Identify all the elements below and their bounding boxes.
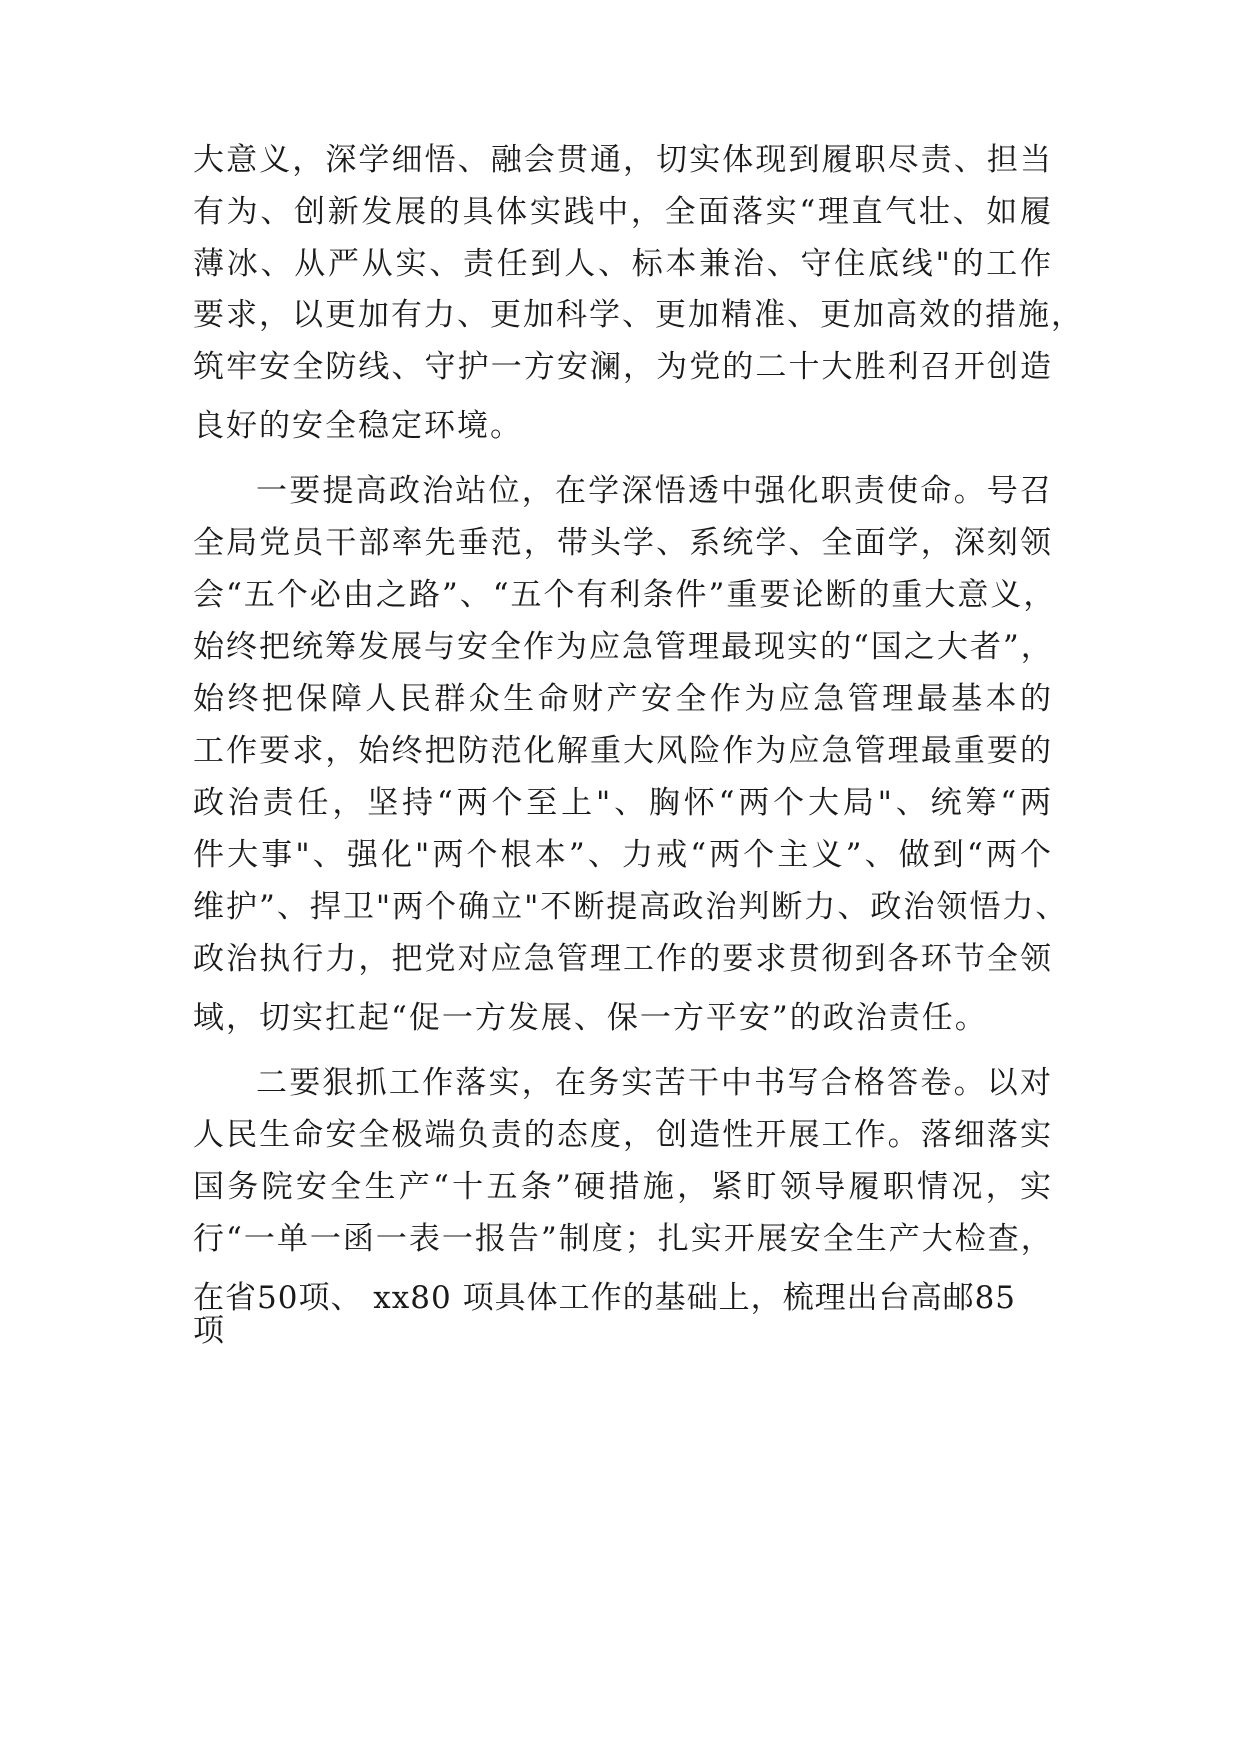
text-line: 域，切实扛起“促一方发展、保一方平安”的政治责任。 [193,1000,988,1036]
text-line: 始终把统筹发展与安全作为应急管理最现实的“国之大者”， [193,629,1054,665]
text-line: 始终把保障人民群众生命财产安全作为应急管理最基本的 [193,681,1053,717]
text-line: 维护”、捍卫"两个确立"不断提高政治判断力、政治领悟力、 [193,889,1069,925]
text-line: 有为、创新发展的具体实践中，全面落实“理直气壮、如履 [193,194,1053,230]
text-line: 行“一单一函一表一报告”制度；扎实开展安全生产大检查， [193,1221,1054,1257]
text-line: 会“五个必由之路”、“五个有利条件”重要论断的重大意义， [193,577,1057,613]
text-line: 工作要求，始终把防范化解重大风险作为应急管理最重要的 [193,733,1053,769]
text-line: 二要狠抓工作落实，在务实苦干中书写合格答卷。以对 [256,1065,1053,1101]
text-line: 大意义，深学细悟、融会贯通，切实体现到履职尽责、担当 [193,142,1053,178]
text-line: 政治执行力，把党对应急管理工作的要求贯彻到各环节全领 [193,941,1053,977]
text-line: 件大事"、强化"两个根本”、力戒“两个主义”、做到“两个 [193,837,1053,873]
text-line: 项 [193,1313,226,1349]
text-line: 在省50项、 xx80 项具体工作的基础上，梳理出台高邮85 [193,1280,1017,1316]
text-line: 政治责任，坚持“两个至上"、胸怀“两个大局"、统筹“两 [193,785,1053,821]
text-line: 一要提高政治站位，在学深悟透中强化职责使命。号召 [256,473,1053,509]
text-line: 全局党员干部率先垂范，带头学、系统学、全面学，深刻领 [193,525,1053,561]
text-line: 人民生命安全极端负责的态度，创造性开展工作。落细落实 [193,1117,1053,1153]
text-line: 国务院安全生产“十五条”硬措施，紧盯领导履职情况，实 [193,1169,1053,1205]
text-line: 良好的安全稳定环境。 [193,408,523,444]
text-line: 薄冰、从严从实、责任到人、标本兼治、守住底线"的工作 [193,246,1053,282]
text-line: 要求，以更加有力、更加科学、更加精准、更加高效的措施， [193,297,1084,333]
text-line: 筑牢安全防线、守护一方安澜，为党的二十大胜利召开创造 [193,349,1053,385]
